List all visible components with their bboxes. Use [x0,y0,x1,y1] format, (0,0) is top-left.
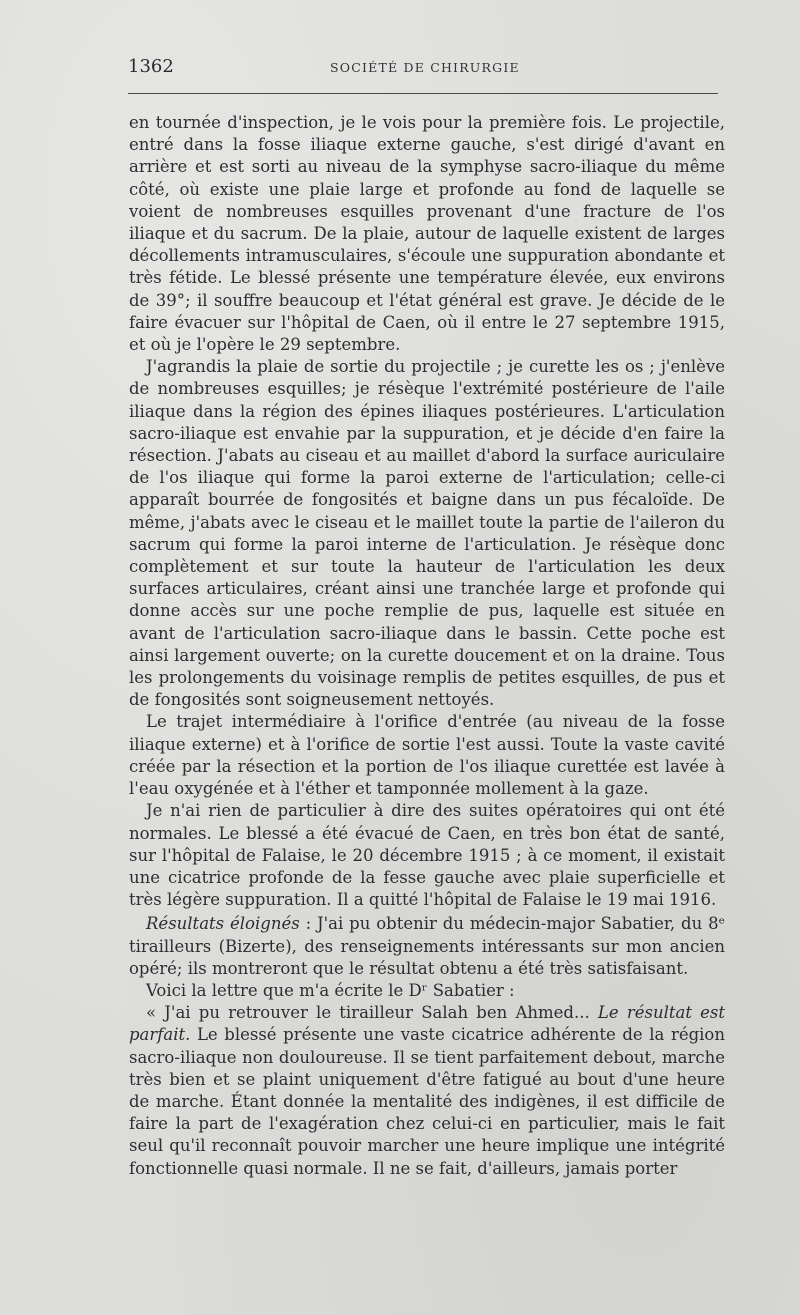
paragraph-6: Voici la lettre que m'a écrite le Dʳ Sabatier : [146,980,515,1000]
paragraph-3: Le trajet intermédiaire à l'orifice d'entrée (au niveau de la fosse iliaque externe) et à l'orifice de sortie l'est aussi. Toute la vaste cavité créée par la résection et la portion de l'os iliaque curettée est lavée à l'eau oxygénée et à l'éther et tamponnée mollement à la gaze. [129,712,725,799]
quote-start: « J'ai pu retrouver le tirailleur Salah ben Ahmed... [146,1003,598,1023]
quote-italic: Le résultat est parfait. [129,1003,726,1045]
paragraph-5 [129,913,725,980]
quote-continuation: Le blessé présente une vaste cicatrice adhérente de la région sacro-iliaque non douloureuse. Il se tient parfaitement debout, marche très bien et se plaint uniquement d'être fatigué au bout d'une heure de marche. Étant donnée la mentalité des indigènes, il est difficile de faire la part de l'exagération chez celui-ci en particulier, mais le fait seul qu'il reconnaît pouvoir marcher une heure implique une intégrité fonctionnelle quasi normale. Il ne se fait, d'ailleurs, jamais porter [129,1025,725,1178]
paragraph-4: Je n'ai rien de particulier à dire des suites opératoires qui ont été normales. Le blessé a été évacué de Caen, en très bon état de santé, sur l'hôpital de Falaise, le 20 décembre 1915 ; à ce moment, il existait une cicatrice profonde de la fesse gauche avec plaie superficielle et très légère suppuration. Il a quitté l'hôpital de Falaise le 19 mai 1916. [129,801,725,910]
header-rule [128,93,718,94]
paragraph-7 [129,1002,725,1180]
page-header [128,56,718,80]
page-number: 1362 [128,56,174,77]
paragraph-5-text: : J'ai pu obtenir du médecin-major Sabatier, du 8ᵉ tirailleurs (Bizerte), des renseignements intéressants sur mon ancien opéré; ils montreront que le résultat obtenu a été très satisfaisant. [129,914,725,978]
paragraph-2: J'agrandis la plaie de sortie du projectile ; je curette les os ; j'enlève de nombreuses esquilles; je résèque l'extrémité postérieure de l'aile iliaque dans la région des épines iliaques postérieures. L'articulation sacro-iliaque est envahie par la suppuration, et je décide d'en faire la résection. J'abats au ciseau et au maillet d'abord la surface auriculaire de l'os iliaque qui forme la paroi externe de l'articulation; celle-ci apparaît bourrée de fongosités et baigne dans un pus fécaloïde. De même, j'abats avec le ciseau et le maillet toute la partie de l'aileron du sacrum qui forme la paroi interne de l'articulation. Je résèque donc complètement et sur toute la hauteur de l'articulation les deux surfaces articulaires, créant ainsi une tranchée large et profonde qui donne accès sur une poche remplie de pus, laquelle est située en avant de l'articulation sacro-iliaque dans le bassin. Cette poche est ainsi largement ouverte; on la curette doucement et on la draine. Tous les prolongements du voisinage remplis de petites esquilles, de pus et de fongosités sont soigneusement nettoyés. [129,357,725,710]
running-head: SOCIÉTÉ DE CHIRURGIE [330,60,520,75]
paragraph-1: en tournée d'inspection, je le vois pour la première fois. Le projectile, entré dans la fosse iliaque externe gauche, s'est dirigé d'avant en arrière et est sorti au niveau de la symphyse sacro-iliaque du même côté, où existe une plaie large et profonde au fond de laquelle se voient de nombreuses esquilles provenant d'une fracture de l'os iliaque et du sacrum. De la plaie, autour de laquelle existent de larges décollements intramusculaires, s'écoule une suppuration abondante et très fétide. Le blessé présente une température élevée, eux environs de 39°; il souffre beaucoup et l'état général est grave. Je décide de le faire évacuer sur l'hôpital de Caen, où il entre le 27 septembre 1915, et où je l'opère le 29 septembre. [129,113,725,355]
results-heading: Résultats éloignés [146,914,300,934]
article-body [129,112,725,1180]
